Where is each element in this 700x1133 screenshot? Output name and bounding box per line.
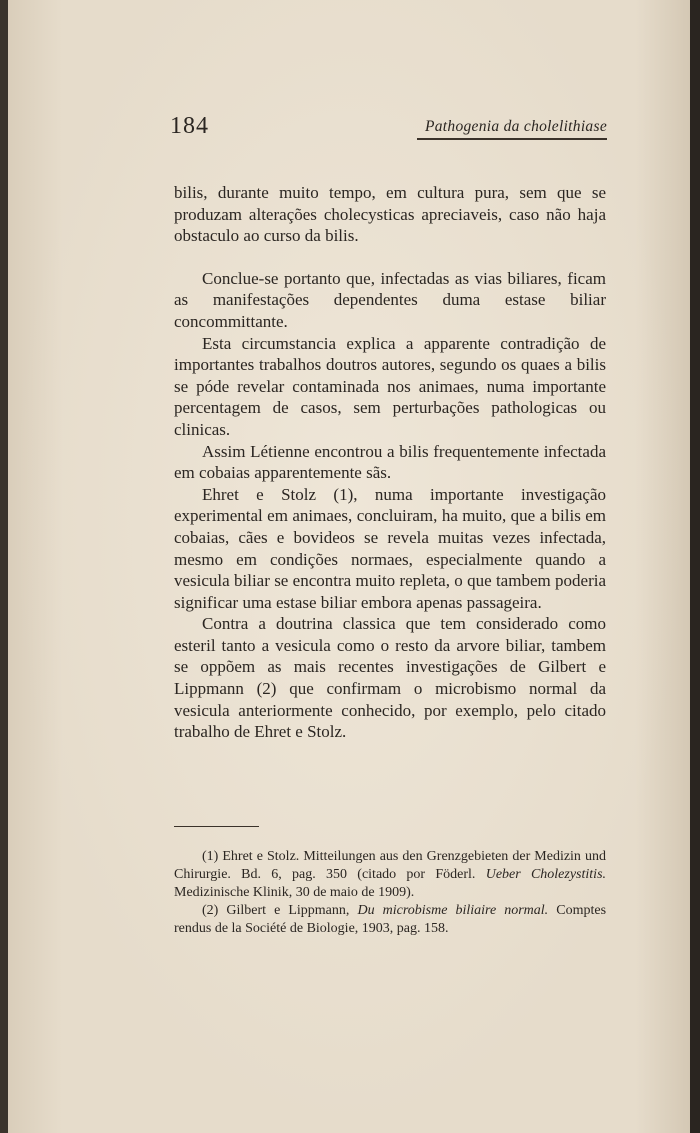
page-number: 184	[170, 113, 209, 139]
paragraph: Ehret e Stolz (1), numa importante investigação experimental em animaes, concluiram, ha muito, que a bilis em cobaias, cães e bovideos se revela muitas vezes infectada, mesmo em condições normaes, especialmente quando a vesicula biliar se encontra muito repleta, o que tambem poderia significar uma estase biliar embora apenas passageira.	[174, 484, 606, 612]
footnote-2-title: Du microbisme biliaire normal.	[357, 903, 549, 918]
footnote-2-source: Comptes rendus de la Société de Biologie, 1903, pag. 158.	[174, 903, 607, 936]
footnote-1-title: Ueber Cholezystitis.	[485, 867, 607, 882]
footnote-2-text: (2) Gilbert e Lippmann,	[202, 903, 350, 918]
footnote-rule	[174, 826, 259, 827]
footnote-1	[174, 848, 606, 902]
scan-right-edge	[690, 0, 700, 1133]
footnotes	[174, 848, 606, 938]
scan-left-edge	[0, 0, 8, 1133]
paragraph-continued: bilis, durante muito tempo, em cultura pura, sem que se produzam alterações cholecysticas apreciaveis, caso não haja obstaculo ao curso da bilis.	[174, 183, 606, 246]
paragraph: Conclue-se portanto que, infectadas as vias biliares, ficam as manifestações dependentes duma estase biliar concommittante.	[174, 268, 606, 331]
footnote-1-text: (1) Ehret e Stolz. Mitteilungen aus den Grenzgebieten der Medizin und Chirurgie. Bd. 6, pag. 350 (citado por Föderl.	[174, 849, 606, 882]
footnote-1-source: Medizinische Klinik, 30 de maio de 1909).	[174, 885, 415, 900]
body-text	[174, 182, 606, 743]
paragraph: Esta circumstancia explica a apparente contradição de importantes trabalhos doutros autores, segundo os quaes a bilis se póde revelar contaminada nos animaes, numa importante percentagem de casos, sem perturbações pathologicas ou clinicas.	[174, 333, 606, 439]
footnote-2	[174, 902, 606, 938]
paragraph: Contra a doutrina classica que tem considerado como esteril tanto a vesicula como o resto da arvore biliar, tambem se oppõem as mais recentes investigações de Gilbert e Lippmann (2) que confirmam o microbismo normal da vesicula anteriormente conhecido, por exemplo, pelo citado trabalho de Ehret e Stolz.	[174, 614, 606, 742]
running-head: Pathogenia da cholelithiase	[417, 118, 607, 140]
paragraph: Assim Létienne encontrou a bilis frequentemente infectada em cobaias apparentemente sãs.	[174, 441, 606, 483]
